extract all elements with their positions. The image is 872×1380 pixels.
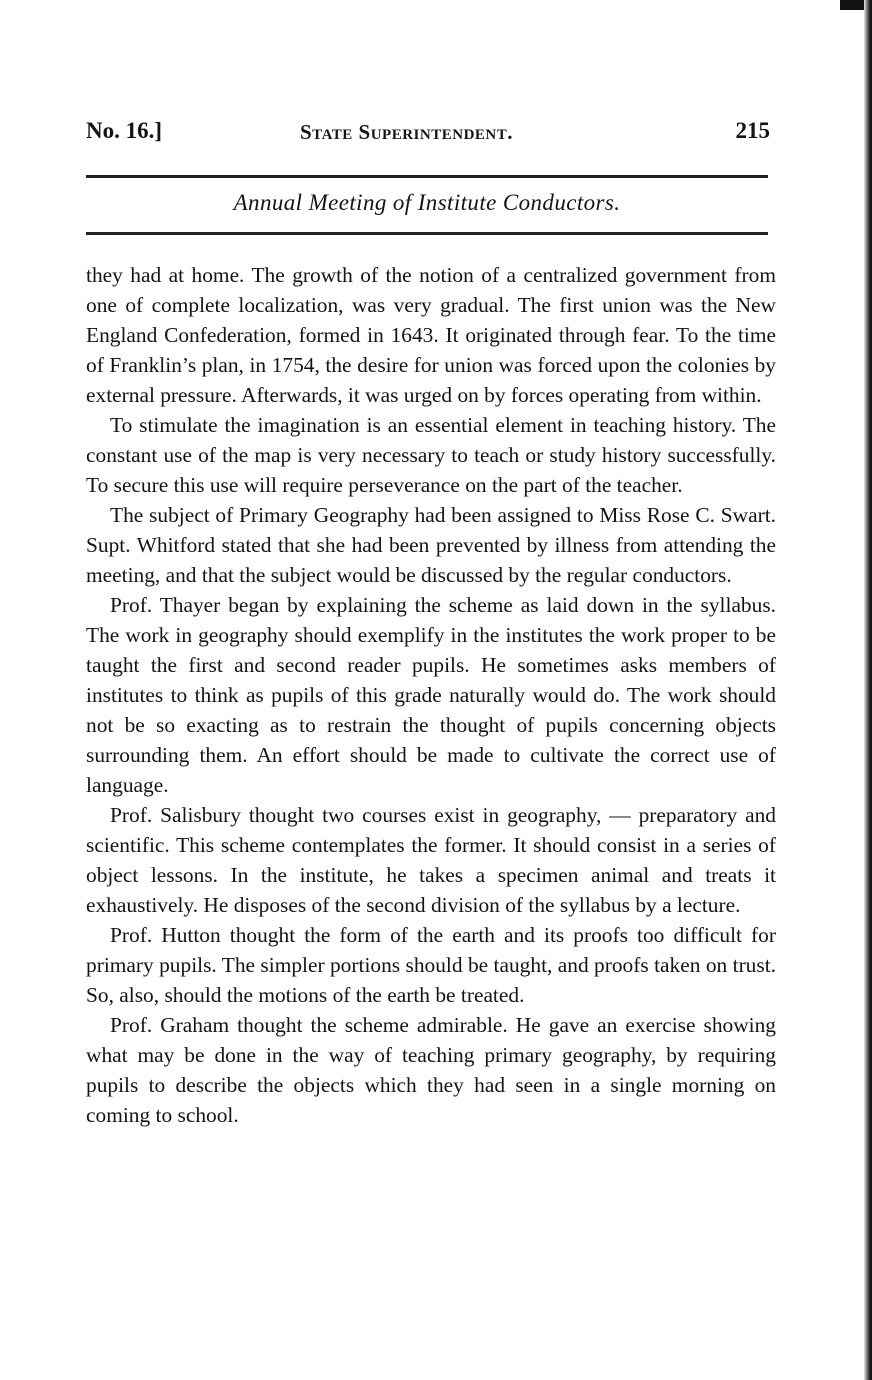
paragraph: Prof. Graham thought the scheme admirable. He gave an exercise showing what may be done in the way of teaching primary geography, by requiring pupils to describe the objects which they had seen in a single morning on coming to school. bbox=[86, 1013, 776, 1127]
header-rule bbox=[86, 175, 768, 178]
document-number: No. 16.] bbox=[86, 118, 163, 143]
paragraph: The subject of Primary Geography had been assigned to Miss Rose C. Swart. Supt. Whitford stated that she had been prevented by illness from attending the meeting, and that the subject would be discussed by the regular conductors. bbox=[86, 503, 776, 587]
section-rule bbox=[86, 232, 768, 235]
paragraph: Prof. Thayer began by explaining the scheme as laid down in the syllabus. The work in geography should exemplify in the institutes the work proper to be taught the first and second reader pupils. He sometimes asks members of institutes to think as pupils of this grade naturally would do. The work should not be so exacting as to restrain the thought of pupils concerning objects surrounding them. An effort should be made to cultivate the correct use of language. bbox=[86, 593, 776, 797]
body-text bbox=[86, 260, 776, 1130]
scan-edge-right bbox=[864, 0, 872, 1380]
section-title: Annual Meeting of Institute Conductors. bbox=[233, 190, 621, 215]
page-number: 215 bbox=[735, 118, 770, 143]
running-title: State Superintendent. bbox=[300, 120, 513, 144]
running-head bbox=[86, 118, 776, 152]
paragraph-continuation: they had at home. The growth of the notion of a centralized government from one of complete localization, was very gradual. The first union was the New England Confederation, formed in 1643. It originated through fear. To the time of Franklin’s plan, in 1754, the desire for union was forced upon the colonies by external pressure. Afterwards, it was urged on by forces operating from within. bbox=[86, 263, 776, 407]
paragraph: To stimulate the imagination is an essential element in teaching history. The constant use of the map is very necessary to teach or study history successfully. To secure this use will require perseverance on the part of the teacher. bbox=[86, 413, 776, 497]
paragraph: Prof. Hutton thought the form of the earth and its proofs too difficult for primary pupils. The simpler portions should be taught, and proofs taken on trust. So, also, should the motions of the earth be treated. bbox=[86, 923, 776, 1007]
paragraph: Prof. Salisbury thought two courses exist in geography, — preparatory and scientific. This scheme contemplates the former. It should consist in a series of object lessons. In the institute, he takes a specimen animal and treats it exhaustively. He disposes of the second division of the syllabus by a lecture. bbox=[86, 803, 776, 917]
